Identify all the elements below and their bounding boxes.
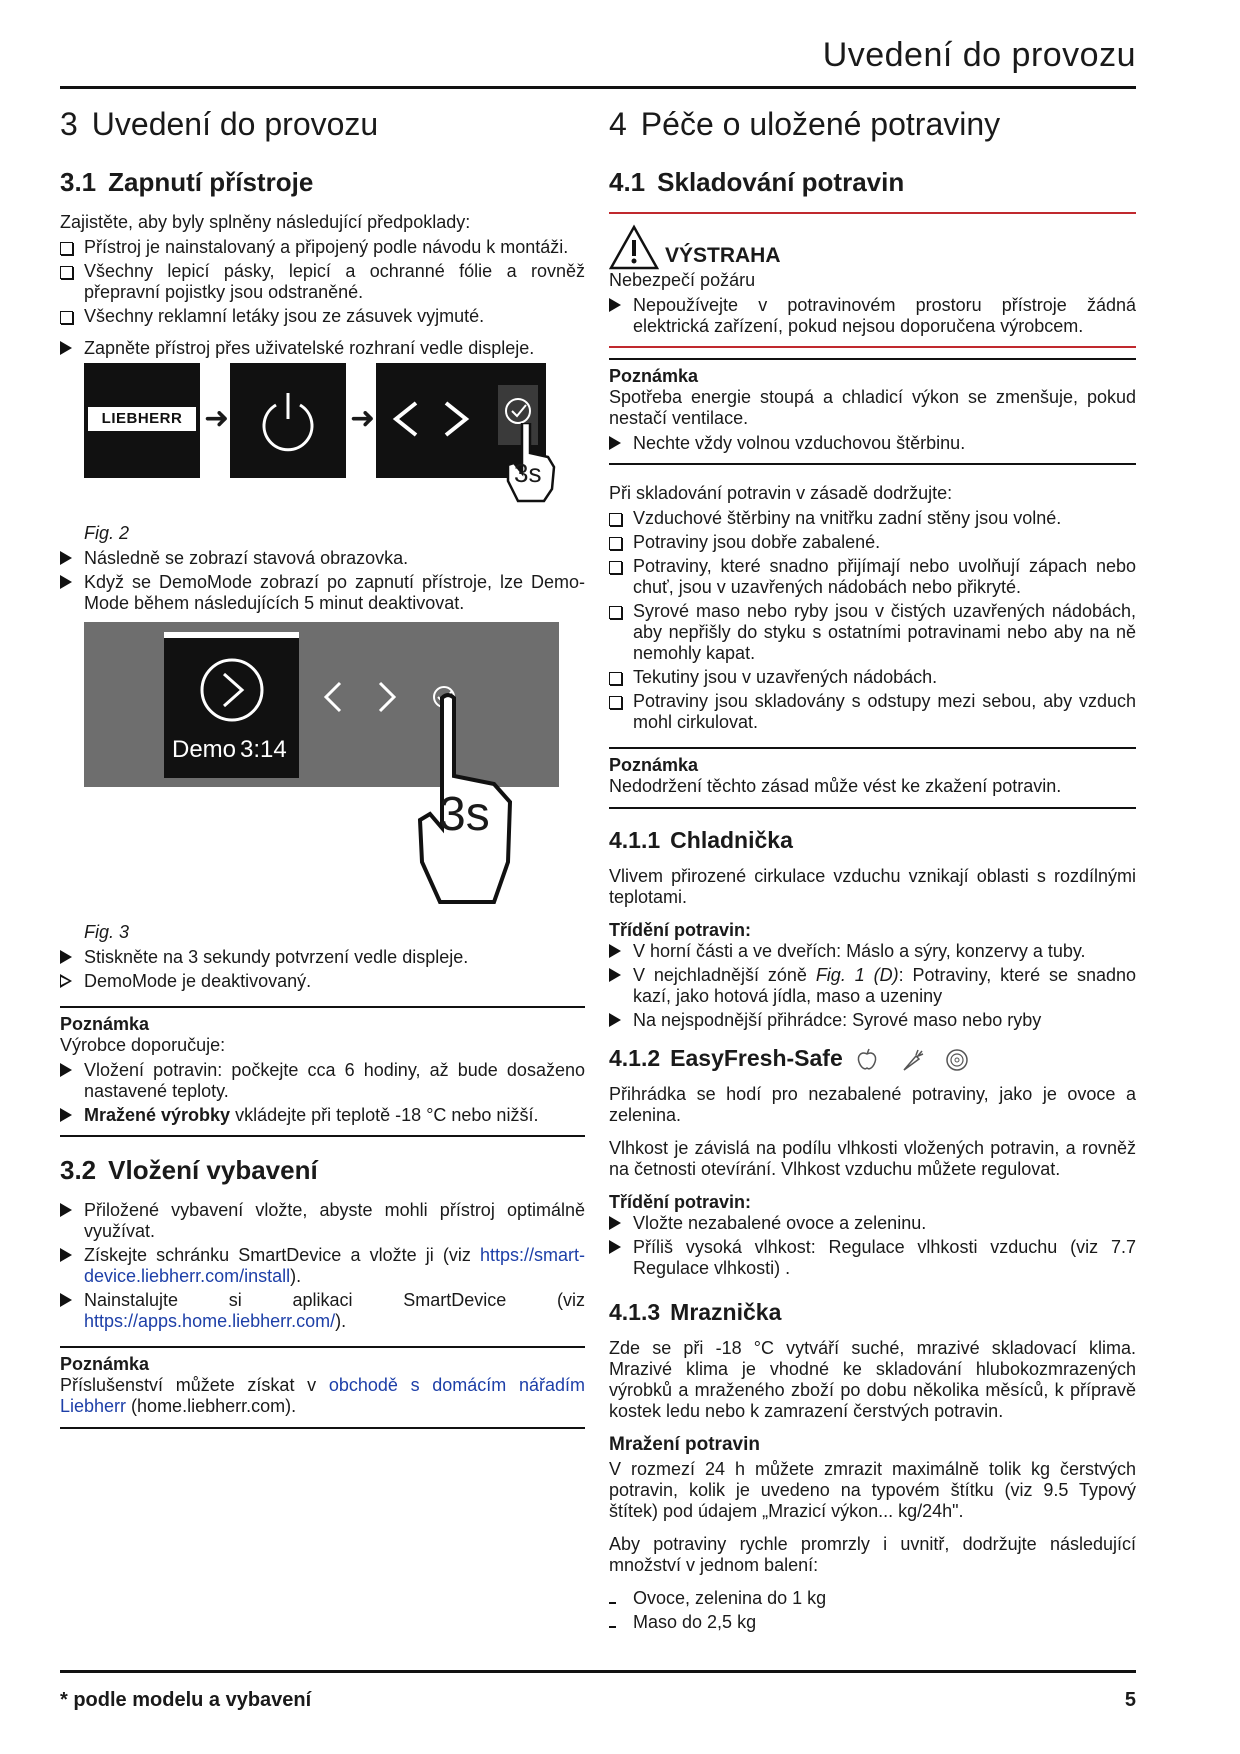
action-item: Získejte schránku SmartDevice a vložte ji (viz https://smart-device.liebherr.com/install). — [60, 1245, 585, 1287]
action-arrow-icon — [609, 1013, 621, 1027]
action-arrow-icon — [60, 950, 72, 964]
checklist-item: Všechny lepicí pásky, lepicí a ochranné fólie a rovněž přepravní pojistky jsou odstraněné. — [60, 261, 585, 303]
section-text: Přihrádka se hodí pro nezabalené potraviny, jako je ovoce a zelenina. — [609, 1084, 1136, 1125]
demo-countdown: 3:14 — [240, 736, 287, 763]
footer-note: * podle modelu a vybavení — [60, 1689, 312, 1711]
sort-title: Třídění potravin: — [609, 1192, 752, 1212]
checklist-item: Potraviny jsou dobře zabalené. — [609, 532, 1136, 553]
chapter-4-heading — [609, 106, 1136, 143]
liebherr-logo-tile — [84, 363, 200, 478]
action-item: Přiložené vybavení vložte, abyste mohli přístroj optimálně využívat. — [60, 1200, 585, 1242]
section-number: 4.1.1 — [609, 827, 661, 853]
note-text: Výrobce doporučuje: — [60, 1035, 226, 1055]
action-arrow-icon — [60, 1248, 72, 1262]
note-title: Poznámka — [60, 1354, 150, 1374]
action-arrow-icon — [609, 968, 621, 982]
note-item: Vložení potravin: počkejte cca 6 hodiny, až bude dosaženo nastavené teploty. — [60, 1060, 585, 1102]
play-circle-icon — [198, 656, 266, 724]
arrow-right-icon: ➜ — [350, 402, 376, 435]
section-title: Mraznička — [670, 1299, 782, 1325]
section-title: EasyFresh-Safe — [670, 1045, 843, 1071]
figure-3 — [84, 622, 585, 912]
demo-label: Demo — [172, 736, 237, 763]
note-block — [60, 1006, 585, 1137]
checkbox-icon — [609, 696, 622, 709]
warning-subtitle: Nebezpečí požáru — [609, 270, 756, 290]
action-arrow-icon — [60, 551, 72, 565]
checkbox-icon — [609, 606, 622, 619]
note-title: Poznámka — [60, 1014, 150, 1034]
result-item: Následně se zobrazí stavová obrazovka. — [60, 548, 585, 569]
section-number: 3.2 — [60, 1155, 97, 1185]
page-header — [60, 36, 1136, 89]
list-item: Ovoce, zelenina do 1 kg — [609, 1588, 1136, 1609]
section-text: Vlivem přirozené cirkulace vzduchu vznikají oblasti s rozdílnými teplotami. — [609, 866, 1136, 907]
liebherr-shop-link[interactable]: obchodě s domácím nářadím Liebherr — [60, 1375, 586, 1416]
warning-title: VÝSTRAHA — [665, 244, 781, 267]
section-3-2-heading — [60, 1155, 585, 1186]
section-4-1-2-heading — [609, 1045, 1136, 1072]
sort-item: Příliš vysoká vlhkost: Regulace vlhkosti vzduchu (viz 7.7 Regulace vlhkosti) . — [609, 1237, 1136, 1279]
left-column — [60, 100, 585, 1447]
page-header-title: Uvedení do provozu — [822, 36, 1136, 74]
action-arrow-icon — [60, 341, 72, 355]
carrot-icon — [900, 1048, 924, 1072]
checkbox-icon — [60, 242, 73, 255]
warning-item: Nepoužívejte v potravinovém prostoru přístroje žádná elektrická zařízení, pokud nejsou doporučena výrobcem. — [609, 295, 1136, 337]
checkbox-icon — [60, 266, 73, 279]
section-title: Chladnička — [670, 827, 793, 853]
page-number: 5 — [1124, 1689, 1136, 1711]
section-intro: Zajistěte, aby byly splněny následující předpoklady: — [60, 212, 471, 232]
action-arrow-icon — [60, 1108, 72, 1122]
chapter-title: Uvedení do provozu — [91, 106, 379, 142]
section-4-1-heading — [609, 167, 1136, 198]
section-number: 4.1.2 — [609, 1045, 661, 1071]
figure-2-caption: Fig. 2 — [84, 523, 130, 543]
power-icon — [230, 363, 346, 478]
figure-3-caption: Fig. 3 — [84, 922, 130, 942]
note-text: Spotřeba energie stoupá a chladicí výkon se zmenšuje, pokud nestačí ventilace. — [609, 387, 1136, 428]
checklist-item: Všechny reklamní letáky jsou ze zásuvek vyjmuté. — [60, 306, 585, 327]
note-title: Poznámka — [609, 366, 699, 386]
action-item: Nainstalujte si aplikaci SmartDevice (viz https://apps.home.liebherr.com/). — [60, 1290, 585, 1332]
result-arrow-icon — [60, 974, 72, 988]
chapter-number: 3 — [60, 106, 78, 142]
power-tile — [230, 363, 346, 478]
checklist-item: Přístroj je nainstalovaný a připojený podle návodu k montáži. — [60, 237, 585, 258]
action-item: Stiskněte na 3 sekundy potvrzení vedle displeje. — [60, 947, 585, 968]
section-number: 4.1.3 — [609, 1299, 661, 1325]
section-3-1-heading — [60, 167, 585, 198]
checklist-item: Potraviny jsou skladovány s odstupy mezi sebou, aby vzduch mohl cirkulovat. — [609, 691, 1136, 733]
checkbox-icon — [609, 537, 622, 550]
note-text: Nedodržení těchto zásad může vést ke zkažení potravin. — [609, 776, 1062, 796]
action-arrow-icon — [609, 1240, 621, 1254]
result-item: DemoMode je deaktivovaný. — [60, 971, 585, 992]
action-arrow-icon — [60, 1063, 72, 1077]
note-title: Poznámka — [609, 755, 699, 775]
section-4-1-3-heading — [609, 1299, 1136, 1326]
action-arrow-icon — [60, 575, 72, 589]
chapter-number: 4 — [609, 106, 627, 142]
section-title: Zapnutí přístroje — [108, 167, 314, 197]
hold-duration-label: 3s — [514, 458, 542, 488]
chapter-3-heading — [60, 106, 585, 143]
section-text: Aby potraviny rychle promrzly i uvnitř, dodržujte následující množství v jednom balení: — [609, 1534, 1136, 1575]
checkbox-icon — [60, 311, 73, 324]
section-text: V rozmezí 24 h můžete zmrazit maximálně tolik kg čerstvých potravin, kolik je uvedeno na typovém štítku (viz 9.5 Typový štítek) pod údajem „Mrazicí výkon... kg/24h". — [609, 1459, 1136, 1521]
figure-2 — [84, 363, 585, 513]
warning-block — [609, 212, 1136, 348]
checklist-item: Tekutiny jsou v uzavřených nádobách. — [609, 667, 1136, 688]
checklist-item: Vzduchové štěrbiny na vnitřku zadní stěny jsou volné. — [609, 508, 1136, 529]
hold-duration-label: 3s — [439, 788, 490, 841]
checklist-item: Potraviny, které snadno přijímají nebo uvolňují zápach nebo chuť, jsou v uzavřených nádobách nebo přikryté. — [609, 556, 1136, 598]
lettuce-icon — [944, 1048, 970, 1072]
section-text: Zde se při -18 °C vytváří suché, mrazivé skladovací klima. Mrazivé klima je vhodné ke skladování hlubokozmrazených výrobků a mraženého zboží po dobu několika měsíců, k přípravě kostek ledu nebo k zamrazení čerstvých potravin. — [609, 1338, 1136, 1421]
action-arrow-icon — [60, 1293, 72, 1307]
checkbox-icon — [609, 513, 622, 526]
smartdevice-app-link[interactable]: https://apps.home.liebherr.com/ — [84, 1311, 336, 1331]
section-number: 4.1 — [609, 167, 646, 197]
storage-intro: Při skladování potravin v zásadě dodržujte: — [609, 483, 953, 503]
arrow-right-icon: ➜ — [204, 402, 230, 435]
chapter-title: Péče o uložené potraviny — [640, 106, 1001, 142]
checkbox-icon — [609, 561, 622, 574]
sort-title: Třídění potravin: — [609, 920, 752, 940]
action-arrow-icon — [609, 436, 621, 450]
section-4-1-1-heading — [609, 827, 1136, 854]
list-item: Maso do 2,5 kg — [609, 1612, 1136, 1633]
action-item: Když se DemoMode zobrazí po zapnutí přístroje, lze Demo-Mode během následujících 5 minut deaktivovat. — [60, 572, 585, 614]
warning-triangle-icon — [609, 224, 659, 270]
action-arrow-icon — [609, 1216, 621, 1230]
right-column — [609, 100, 1136, 1636]
demo-display — [164, 632, 299, 778]
checklist-item: Syrové maso nebo ryby jsou v čistých uzavřených nádobách, aby nepřišly do styku s ostatními potravinami nebo aby na ně nemohly kapat. — [609, 601, 1136, 664]
note-item: Nechte vždy volnou vzduchovou štěrbinu. — [609, 433, 1136, 454]
action-arrow-icon — [609, 298, 621, 312]
figure-reference: Fig. 1 (D) — [815, 965, 899, 985]
note-item: Mražené výrobky vkládejte při teplotě -18 °C nebo nižší. — [60, 1105, 585, 1126]
dash-bullet-icon — [609, 1602, 616, 1604]
section-title: Vložení vybavení — [108, 1155, 318, 1185]
freeze-title: Mražení potravin — [609, 1434, 760, 1455]
sort-item: Vložte nezabalené ovoce a zeleninu. — [609, 1213, 1136, 1234]
checkbox-icon — [609, 672, 622, 685]
action-arrow-icon — [609, 944, 621, 958]
sort-item: V horní části a ve dveřích: Máslo a sýry, konzervy a tuby. — [609, 941, 1136, 962]
section-number: 3.1 — [60, 167, 97, 197]
note-block — [60, 1346, 585, 1429]
note-text: Příslušenství můžete získat v obchodě s domácím nářadím Liebherr (home.liebherr.com). — [60, 1375, 586, 1416]
smartdevice-install-link[interactable]: https://smart-device.liebherr.com/install — [84, 1245, 585, 1286]
page-footer — [60, 1670, 1136, 1711]
action-arrow-icon — [60, 1203, 72, 1217]
apple-icon — [855, 1048, 879, 1072]
sort-item: Na nejspodnější přihrádce: Syrové maso nebo ryby — [609, 1010, 1136, 1031]
sort-item: V nejchladnější zóně Fig. 1 (D): Potraviny, které se snadno kazí, jako hotová jídla, maso a uzeniny — [609, 965, 1136, 1007]
section-title: Skladování potravin — [657, 167, 905, 197]
note-block — [609, 747, 1136, 809]
section-text: Vlhkost je závislá na podílu vlhkosti vložených potravin, a rovněž na četnosti otevírání. Vlhkost vzduchu můžete regulovat. — [609, 1138, 1136, 1179]
action-item: Zapněte přístroj přes uživatelské rozhraní vedle displeje. — [60, 338, 585, 359]
note-block — [609, 358, 1136, 465]
liebherr-logo: LIEBHERR — [88, 407, 196, 431]
dash-bullet-icon — [609, 1626, 616, 1628]
